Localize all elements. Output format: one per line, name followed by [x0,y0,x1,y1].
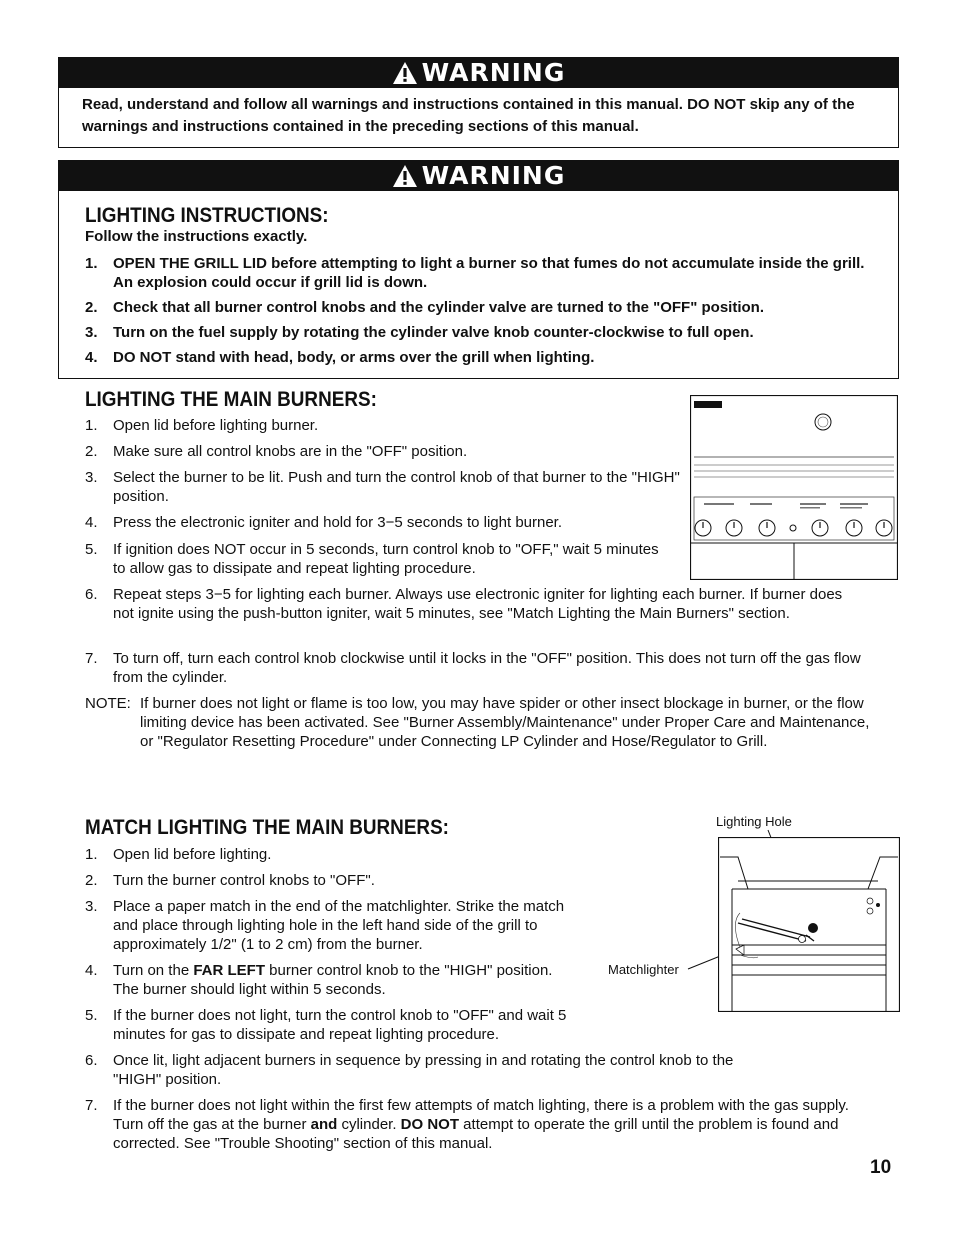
match-lighting-heading: MATCH LIGHTING THE MAIN BURNERS: [85,816,449,839]
list-item: 4. Turn on the FAR LEFT burner control knob to the "HIGH" position. The burner should light within 5 seconds. [85,962,553,998]
list-item: 1. OPEN THE GRILL LID before attempting to light a burner so that fumes do not accumulate inside the grill. An explosion could occur if grill lid is down. [85,255,865,291]
warning-text: Read, understand and follow all warnings and instructions contained in this manual. DO NOT skip any of the warnings and instructions contained in the preceding sections of this manual. [82,96,855,135]
list-item: 1. Open lid before lighting. [85,846,272,863]
warning-banner [59,161,898,191]
list-item: 7. To turn off, turn each control knob clockwise until it locks in the "OFF" position. This does not turn off the gas flow from the cylinder. [85,650,861,686]
warning-banner [59,58,898,88]
warning-triangle-icon [392,164,418,188]
list-item: 5. If the burner does not light, turn the control knob to "OFF" and wait 5 minutes for gas to dissipate and repeat lighting procedure. [85,1007,567,1043]
note-label: NOTE: [85,695,131,712]
list-item: 3. Place a paper match in the end of the matchlighter. Strike the match and place through lighting hole in the left hand side of the grill to approximately 1/2" (1 to 2 cm) from the burner. [85,898,565,953]
list-item: 3. Select the burner to be lit. Push and turn the control knob of that burner to the "HIGH" position. [85,469,680,505]
warning-triangle-icon [392,61,418,85]
matchlighter-caption: Matchlighter [608,962,679,977]
list-item: 4. Press the electronic igniter and hold for 3−5 seconds to light burner. [85,514,563,531]
warning-box-general [58,57,899,148]
list-item: 2. Check that all burner control knobs and the cylinder valve are turned to the "OFF" position. [85,299,764,316]
list-item: 5. If ignition does NOT occur in 5 seconds, turn control knob to "OFF," wait 5 minutes to allow gas to dissipate and repeat lighting procedure. [85,541,659,577]
lighting-hole-caption: Lighting Hole [716,814,792,829]
warning-label: WARNING [421,161,566,190]
list-item: 2. Turn the burner control knobs to "OFF". [85,872,375,889]
grill-interior-illustration [718,837,900,1012]
list-item: 4. DO NOT stand with head, body, or arms over the grill when lighting. [85,349,595,366]
list-item: 3. Turn on the fuel supply by rotating the cylinder valve knob counter-clockwise to full open. [85,324,754,341]
main-burners-heading: LIGHTING THE MAIN BURNERS: [85,388,377,411]
warning-label: WARNING [421,58,566,87]
list-item: 2. Make sure all control knobs are in the "OFF" position. [85,443,468,460]
lighting-instructions-heading: LIGHTING INSTRUCTIONS: [85,204,329,227]
lighting-instructions-list [85,254,880,373]
grill-control-panel-illustration [690,395,898,580]
list-item: 6. Repeat steps 3−5 for lighting each burner. Always use electronic igniter for lighting each burner. If burner does not ignite using the push-button igniter, wait 5 minutes, see "Match Lighting the Main Burners" section. [85,586,843,622]
note-paragraph [85,694,875,751]
page-number: 10 [870,1157,892,1178]
lighting-instructions-subheading: Follow the instructions exactly. [85,228,308,245]
note-text: If burner does not light or flame is too low, you may have spider or other insect blockage in burner, or the flow limiting device has been activated. See "Burner Assembly/Maintenance" under Proper Care and Maintenance, or "Regulator Resetting Procedure" under Connecting LP Cylinder and Hose/Regulator to Grill. [140,695,870,750]
list-item: 1. Open lid before lighting burner. [85,417,319,434]
warning-box-lighting [58,160,899,379]
list-item: 6. Once lit, light adjacent burners in sequence by pressing in and rotating the control knob to the "HIGH" position. [85,1052,734,1088]
list-item: 7. If the burner does not light within the first few attempts of match lighting, there is a problem with the gas supply. Turn off the gas at the burner and cylinder. DO NOT attempt to operate the grill until the problem is found and corrected. See "Trouble Shooting" section of this manual. [85,1097,849,1152]
